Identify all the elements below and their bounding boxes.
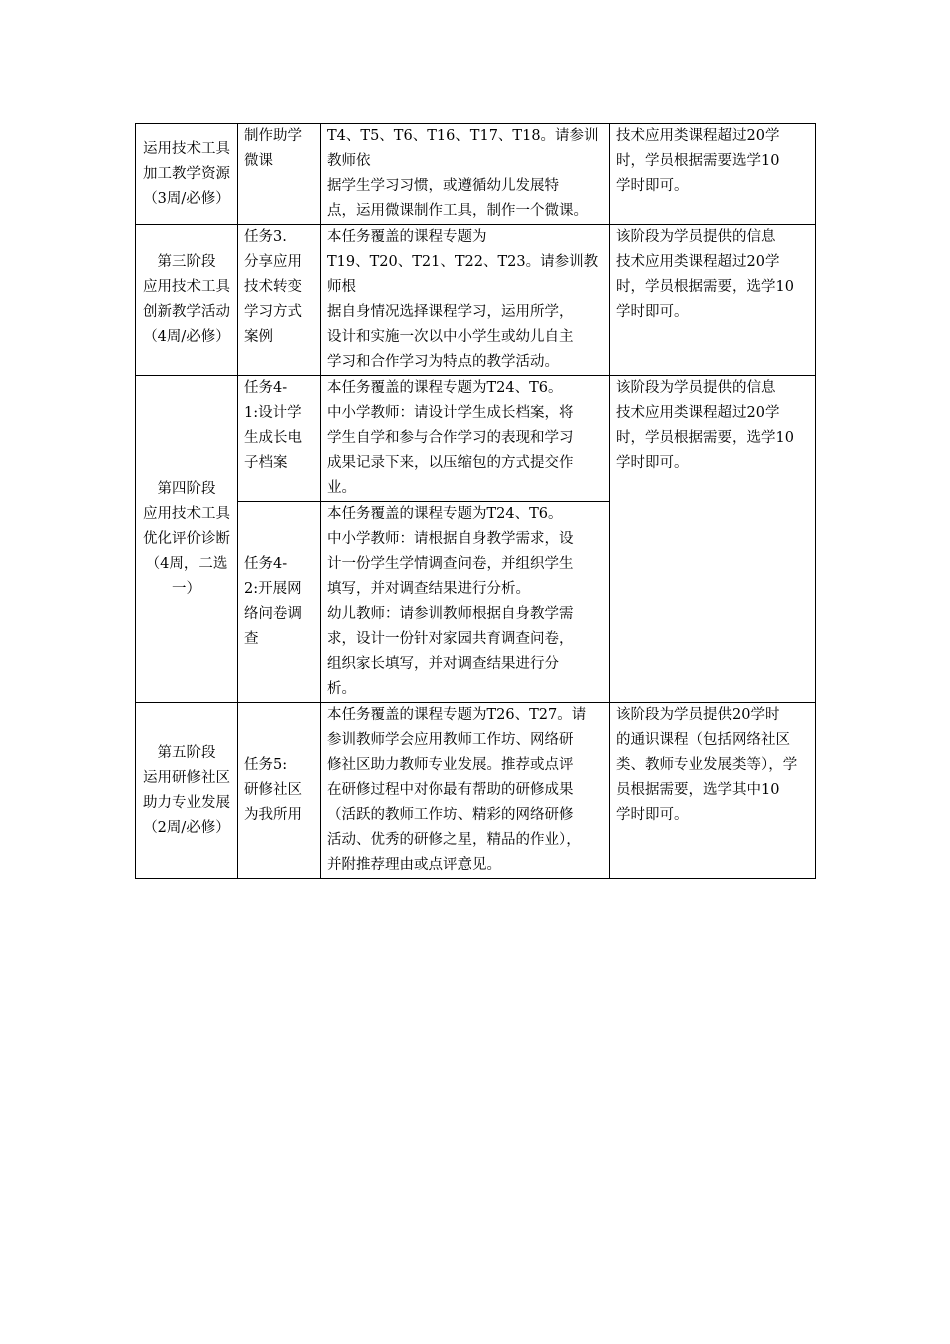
note-cell — [610, 124, 816, 225]
stage-text: （3周/必修） — [143, 190, 230, 207]
stage-text: 第三阶段 — [157, 254, 216, 270]
content-cell — [321, 502, 610, 703]
task-cell — [238, 376, 321, 502]
content-text: 填写，并对调查结果进行分析。 — [327, 581, 530, 597]
stage-cell — [136, 124, 238, 225]
note-text: 类、教师专业发展类等），学 — [616, 757, 798, 773]
note-cell — [610, 703, 816, 879]
stage-text: 第五阶段 — [157, 744, 216, 761]
content-text: 据自身情况选择课程学习，运用所学， — [327, 304, 574, 320]
table-row — [136, 225, 816, 376]
content-text: 学生自学和参与合作学习的表现和学习 — [327, 430, 574, 446]
task-text: 学习方式 — [244, 304, 302, 320]
stage-text: 助力专业发展 — [143, 794, 230, 811]
content-text: 在研修过程中对你最有帮助的研修成果 — [327, 782, 574, 798]
content-text: 幼儿教师：请参训教师根据自身教学需 — [327, 606, 574, 622]
content-text: T4、T5、T6、T16、T17、T18。请参训教师依 — [327, 128, 599, 169]
stage-text: 一） — [172, 580, 201, 597]
task-text: 1:设计学 — [244, 405, 302, 421]
stage-cell — [136, 225, 238, 376]
content-text: 业。 — [327, 480, 356, 496]
note-text: 的通识课程（包括网络社区 — [616, 732, 790, 748]
task-text: 分享应用 — [244, 254, 302, 270]
task-text: 为我所用 — [244, 807, 302, 823]
training-plan-table — [135, 123, 816, 879]
content-text: 学习和合作学习为特点的教学活动。 — [327, 354, 559, 370]
content-text: 析。 — [327, 681, 356, 697]
stage-text: （4周/必修） — [143, 329, 230, 345]
content-text: T19、T20、T21、T22、T23。请参训教师根 — [327, 254, 599, 295]
stage-text: 应用技术工具 — [143, 279, 230, 295]
stage-text: 应用技术工具 — [143, 505, 230, 522]
task-text: 任务4- — [244, 556, 288, 572]
content-cell — [321, 225, 610, 376]
content-text: 本任务覆盖的课程专题为 — [327, 229, 487, 245]
content-text: （活跃的教师工作坊、精彩的网络研修 — [327, 807, 574, 823]
content-text: 组织家长填写，并对调查结果进行分 — [327, 656, 559, 672]
task-cell — [238, 225, 321, 376]
content-text: 并附推荐理由或点评意见。 — [327, 857, 501, 873]
task-cell — [238, 502, 321, 703]
content-text: 计一份学生学情调查问卷，并组织学生 — [327, 556, 574, 572]
note-text: 学时即可。 — [616, 455, 689, 471]
content-text: 中小学教师：请根据自身教学需求，设 — [327, 531, 574, 547]
content-text: 中小学教师：请设计学生成长档案，将 — [327, 405, 574, 421]
task-text: 络问卷调 — [244, 606, 302, 622]
content-text: 求，设计一份针对家园共育调查问卷， — [327, 631, 574, 647]
note-text: 学时即可。 — [616, 304, 689, 320]
note-text: 时，学员根据需要，选学10 — [616, 279, 794, 295]
table-row — [136, 703, 816, 879]
task-text: 微课 — [244, 153, 273, 169]
task-text: 2:开展网 — [244, 581, 302, 597]
content-text: 本任务覆盖的课程专题为T24、T6。 — [327, 506, 563, 522]
note-text: 该阶段为学员提供的信息 — [616, 229, 776, 245]
task-text: 任务4- — [244, 380, 288, 396]
task-text: 查 — [244, 631, 259, 647]
task-cell — [238, 124, 321, 225]
table-row — [136, 376, 816, 502]
stage-text: 第四阶段 — [157, 480, 216, 497]
content-text: 修社区助力教师专业发展。推荐或点评 — [327, 757, 574, 773]
note-cell — [610, 376, 816, 703]
content-cell — [321, 124, 610, 225]
content-cell — [321, 703, 610, 879]
stage-text: 加工教学资源 — [143, 165, 230, 182]
content-text: 据学生学习习惯，或遵循幼儿发展特 — [327, 178, 559, 194]
note-text: 技术应用类课程超过20学 — [616, 405, 780, 421]
stage-text: 优化评价诊断 — [143, 530, 230, 547]
content-text: 本任务覆盖的课程专题为T26、T27。请 — [327, 707, 587, 723]
stage-text: 运用技术工具 — [143, 140, 230, 157]
table-row — [136, 124, 816, 225]
content-text: 点，运用微课制作工具，制作一个微课。 — [327, 203, 588, 219]
note-text: 时，学员根据需要选学10 — [616, 153, 780, 169]
note-text: 该阶段为学员提供的信息 — [616, 380, 776, 396]
task-text: 任务5: — [244, 757, 288, 773]
stage-cell — [136, 376, 238, 703]
stage-text: （4周，二选 — [145, 555, 228, 572]
stage-cell — [136, 703, 238, 879]
task-text: 技术转变 — [244, 279, 302, 295]
task-text: 生成长电 — [244, 430, 302, 446]
note-text: 时，学员根据需要，选学10 — [616, 430, 794, 446]
stage-text: 创新教学活动 — [143, 304, 230, 320]
note-cell — [610, 225, 816, 376]
stage-text: （2周/必修） — [143, 819, 230, 836]
content-text: 设计和实施一次以中小学生或幼儿自主 — [327, 329, 574, 345]
note-text: 学时即可。 — [616, 807, 689, 823]
note-text: 技术应用类课程超过20学 — [616, 128, 780, 144]
task-text: 研修社区 — [244, 782, 302, 798]
content-text: 本任务覆盖的课程专题为T24、T6。 — [327, 380, 563, 396]
content-text: 成果记录下来，以压缩包的方式提交作 — [327, 455, 574, 471]
task-text: 任务3. — [244, 229, 287, 245]
task-text: 案例 — [244, 329, 273, 345]
note-text: 该阶段为学员提供20学时 — [616, 707, 780, 723]
content-cell — [321, 376, 610, 502]
content-text: 活动、优秀的研修之星，精品的作业）， — [327, 832, 581, 848]
note-text: 学时即可。 — [616, 178, 689, 194]
note-text: 技术应用类课程超过20学 — [616, 254, 780, 270]
stage-text: 运用研修社区 — [143, 769, 230, 786]
task-text: 子档案 — [244, 455, 288, 471]
task-cell — [238, 703, 321, 879]
content-text: 参训教师学会应用教师工作坊、网络研 — [327, 732, 574, 748]
note-text: 员根据需要，选学其中10 — [616, 782, 780, 798]
task-text: 制作助学 — [244, 128, 302, 144]
